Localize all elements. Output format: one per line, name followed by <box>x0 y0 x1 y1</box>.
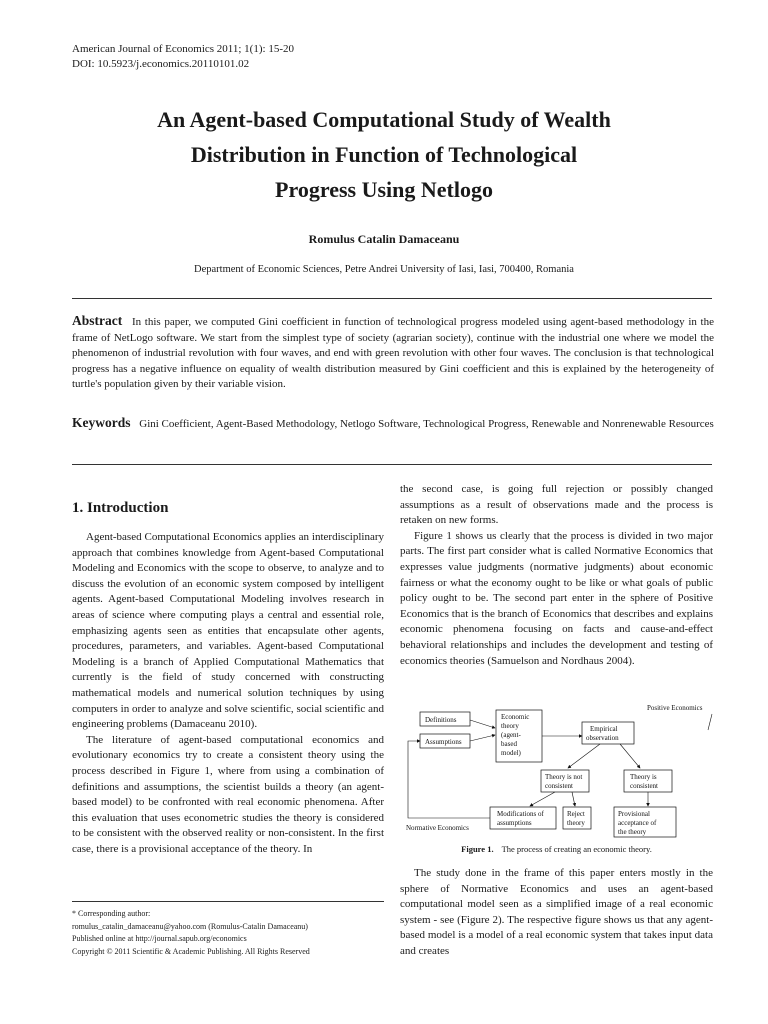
positive-economics-label: Positive Economics <box>647 704 703 712</box>
normative-economics-label: Normative Economics <box>406 824 469 832</box>
provisional-label: Provisional <box>618 810 650 818</box>
paragraph: The study done in the frame of this paper enters mostly in the sphere of Normative Economics and uses an agent-based computational model seen as a simplified image of a real economic system - see (Figure 2). The respective figure shows us that any agent-based model is a model of a real economic system that takes input data and creates <box>400 867 713 957</box>
title-line: An Agent-based Computational Study of Wealth <box>157 107 611 132</box>
author-name: Romulus Catalin Damaceanu <box>308 232 460 246</box>
modifications-label: assumptions <box>497 819 532 827</box>
definitions-label: Definitions <box>425 716 457 724</box>
economic-theory-label: model) <box>501 749 521 757</box>
footnote-email: romulus_catalin_damaceanu@yahoo.com (Romulus-Catalin Damaceanu) <box>72 921 308 931</box>
figure-caption <box>400 844 713 854</box>
affiliation: Department of Economic Sciences, Petre Andrei University of Iasi, Iasi, 700400, Romania <box>194 264 574 275</box>
divider <box>72 464 712 465</box>
section-heading: 1. Introduction <box>72 500 169 516</box>
abstract-text: In this paper, we computed Gini coefficient in function of technological progress modeled using agent-based methodology in the frame of NetLogo software. We start from the simplest type of society (agrarian society), continue with the industrial one where we model the phenomenon of industrial revolution with four waves, and end with green revolution with other four waves. The conclusion is that technological progress has a negative influence on equality of wealth distribution measured by Gini coefficient and this is explained by the heterogeneity of turtle's population given by their variable vision. <box>72 316 715 390</box>
title-line: Distribution in Function of Technological <box>190 142 578 167</box>
left-column <box>72 498 384 857</box>
keywords-text: Gini Coefficient, Agent-Based Methodology, Netlogo Software, Technological Progress, Renewable and Nonrenewable Resources <box>139 418 714 430</box>
reject-label: Reject <box>567 810 585 818</box>
economic-theory-label: Economic <box>501 713 530 721</box>
not-consistent-label: consistent <box>545 782 573 790</box>
right-column <box>400 482 713 669</box>
not-consistent-label: Theory is not <box>545 773 583 781</box>
keywords-label: Keywords <box>72 415 131 430</box>
keywords <box>72 415 714 433</box>
footnote-published: Published online at http://journal.sapub.org/economics <box>72 934 247 943</box>
abstract-label: Abstract <box>72 313 123 328</box>
paragraph: Agent-based Computational Economics applies an interdisciplinary approach that combines knowledge from Agent-based Computational Modeling and Economics with the scope to observe, to analyze and to discuss the evolution of an economic system composed by intelligent agents. Agent-based Computational Modeling involves research in areas of science where computing plays a central and essential role, emphasizing agents seen as entities that encapsulate other agents, procedures, parameters, and variables. Agent-based Computational Modeling is a branch of Applied Computational Mathematics that currently is the field of study concerned with constructing mathematical models and numerical solution techniques by using computers in order to analyze and solve scientific, social scientific and engineering problems (Damaceanu 2010). <box>72 531 384 731</box>
assumptions-label: Assumptions <box>425 738 462 746</box>
footnote-divider <box>72 901 384 902</box>
journal-citation: American Journal of Economics 2011; 1(1): 15-20 <box>72 43 294 55</box>
right-column-continued <box>400 866 713 960</box>
provisional-label: the theory <box>618 828 647 836</box>
figure-diagram <box>400 700 716 845</box>
paragraph: the second case, is going full rejection or possibly changed assumptions as a result of observations made and the process is retaken on new forms. <box>400 483 713 527</box>
caption-text: The process of creating an economic theory. <box>501 844 652 854</box>
consistent-label: Theory is <box>630 773 657 781</box>
empirical-label: Empirical <box>590 725 618 733</box>
footnote-copyright: Copyright © 2011 Scientific & Academic Publishing. All Rights Reserved <box>72 946 310 956</box>
empirical-label: observation <box>586 734 619 742</box>
paragraph: Figure 1 shows us clearly that the process is divided in two major parts. The first part consider what is called Normative Economics that expresses value judgments (normative judgments) about economic fairness or what the economy ought to be like or what goals of public policy ought to be. The second part enter in the sphere of Positive Economics that is the branch of Economics that describes and explains economic phenomena focusing on facts and cause-and-effect behavioral relationships and includes the development and testing of economics theories (Samuelson and Nordhaus 2004). <box>400 529 713 667</box>
consistent-label: consistent <box>630 782 658 790</box>
economic-theory-label: (agent- <box>501 731 521 739</box>
caption-label: Figure 1. <box>461 844 494 854</box>
journal-header <box>72 42 294 72</box>
footnote-corresponding: * Corresponding author: <box>72 909 151 918</box>
reject-label: theory <box>567 819 585 827</box>
title-line: Progress Using Netlogo <box>275 177 493 202</box>
abstract <box>72 313 714 393</box>
economic-theory-label: theory <box>501 722 519 730</box>
provisional-label: acceptance of <box>618 819 657 827</box>
paragraph: The literature of agent-based computational economics and evolutionary economics try to create a consistent theory using the process described in Figure 1, where from using a combination of definitions and assumptions, the scientist builds a theory (an agent-based model) to be confronted with real economic phenomena. After this evaluation that uses econometric studies the theory is considered to be consistent with the observed reality or non-consistent. In the first case, there is a provisional acceptance of the theory. In <box>72 733 384 855</box>
footnotes <box>72 908 392 958</box>
economic-theory-label: based <box>501 740 517 748</box>
divider <box>72 298 712 299</box>
paper-title <box>60 102 708 207</box>
doi: DOI: 10.5923/j.economics.20110101.02 <box>72 58 250 70</box>
modifications-label: Modifications of <box>497 810 544 818</box>
